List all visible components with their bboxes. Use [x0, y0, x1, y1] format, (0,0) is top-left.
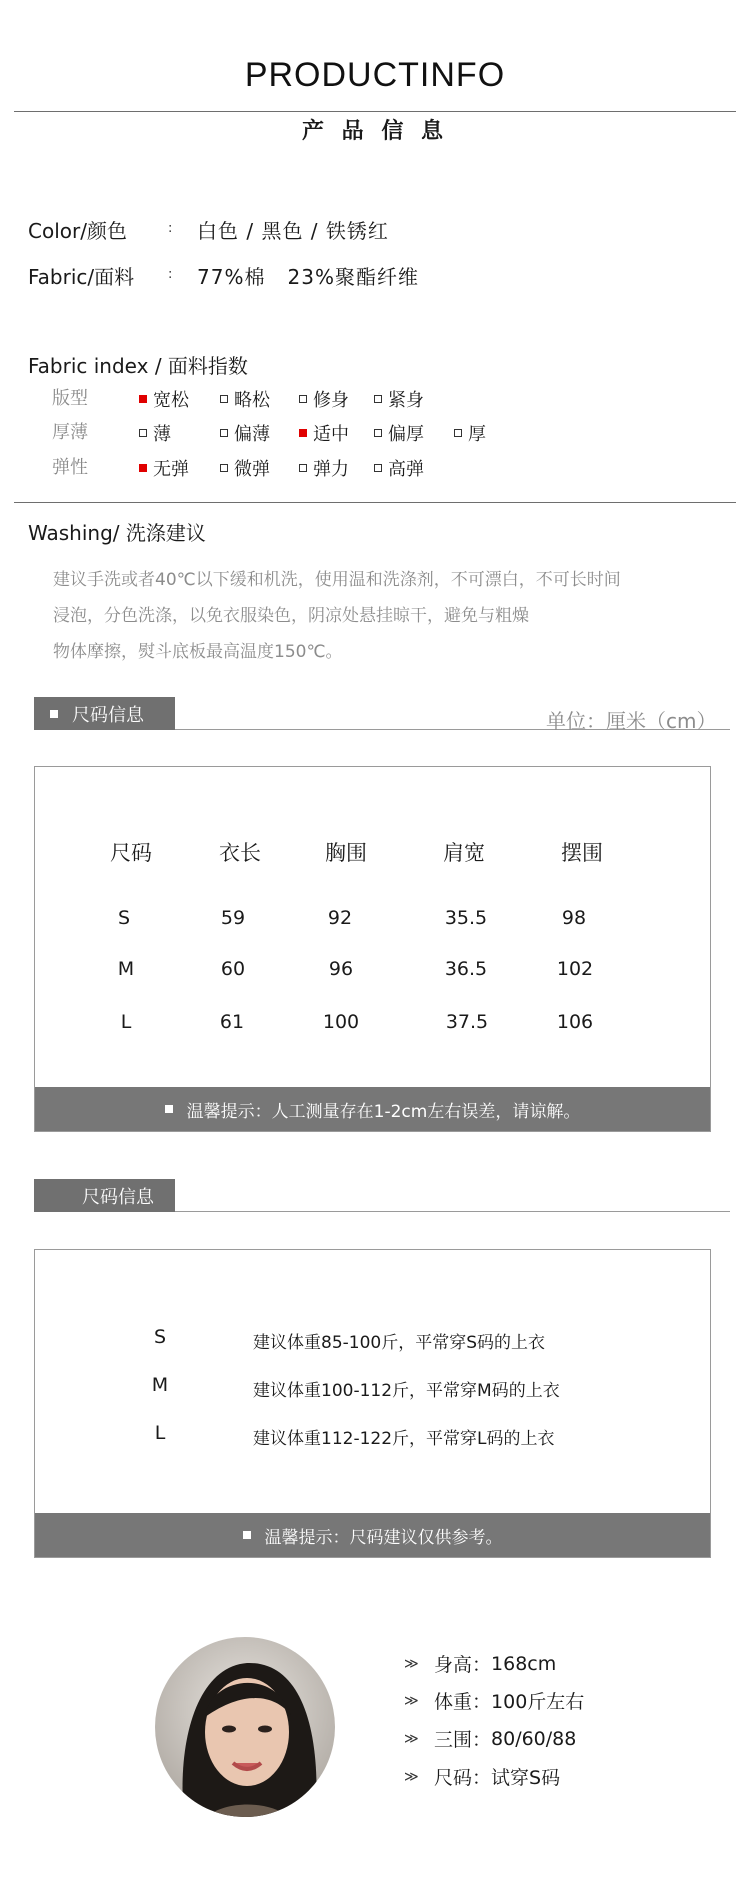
model-measurements-label: 三围：: [434, 1729, 492, 1751]
size-table-header: 尺码: [110, 841, 152, 865]
size-table-cell: 59: [220, 907, 246, 929]
unchecked-box-icon: [139, 429, 147, 437]
fabric-option-label: 偏薄: [234, 424, 270, 445]
bullet-square-icon: [165, 1105, 173, 1113]
checked-box-icon: [299, 429, 307, 437]
size-table-cell: 92: [327, 907, 353, 929]
rec-size-label: S: [153, 1326, 167, 1348]
size-table-cell: 102: [556, 958, 594, 980]
color-label: Color/颜色: [28, 219, 127, 243]
unchecked-box-icon: [374, 464, 382, 472]
size-table-cell: S: [117, 907, 131, 929]
fabric-option: [220, 420, 270, 446]
fabric-option-label: 适中: [313, 424, 349, 445]
size-rec-tab-label: 尺码信息: [82, 1186, 154, 1208]
model-photo: [155, 1637, 335, 1817]
size-tip-bar: [35, 1087, 710, 1131]
elasticity-row-label: 弹性: [52, 457, 88, 478]
rec-size-text: 建议体重100-112斤，平常穿M码的上衣: [253, 1381, 560, 1401]
header-divider: [14, 111, 736, 112]
fabric-option-label: 无弹: [153, 459, 189, 480]
checked-box-icon: [139, 464, 147, 472]
fabric-option: [374, 455, 424, 481]
color-colon: :: [168, 221, 173, 236]
fabric-option: [139, 386, 189, 412]
fabric-option: [454, 420, 486, 446]
fabric-option: [374, 386, 424, 412]
size-rec-divider: [175, 1211, 730, 1212]
rec-tip-text: 温馨提示：尺码建议仅供参考。: [264, 1527, 503, 1548]
fabric-option-label: 厚: [468, 424, 486, 445]
washing-line: 物体摩擦，熨斗底板最高温度150℃。: [53, 642, 343, 662]
model-weight-label: 体重：: [434, 1691, 492, 1713]
model-height: [404, 1650, 556, 1677]
unchecked-box-icon: [454, 429, 462, 437]
fabric-value: 77%棉 23%聚酯纤维: [197, 265, 419, 289]
unit-label: 单位：厘米（cm）: [546, 709, 717, 733]
fit-row-label: 版型: [52, 388, 88, 409]
fabric-option: [299, 455, 349, 481]
chevron-right-icon: ≫: [404, 1692, 419, 1709]
rec-size-text: 建议体重85-100斤，平常穿S码的上衣: [253, 1333, 546, 1353]
size-table-header: 胸围: [325, 841, 367, 865]
fabric-option: [299, 386, 349, 412]
size-table-cell: L: [120, 1011, 132, 1033]
fabric-option-label: 略松: [234, 390, 270, 411]
rec-size-label: L: [154, 1422, 166, 1444]
size-tip-text: 温馨提示：人工测量存在1-2cm左右误差，请谅解。: [186, 1101, 581, 1122]
color-value: 白色 / 黑色 / 铁锈红: [197, 219, 389, 243]
size-table-header: 衣长: [219, 841, 261, 865]
model-measurements: [404, 1725, 576, 1752]
size-table-cell: M: [117, 958, 135, 980]
fabric-option-label: 偏厚: [388, 424, 424, 445]
model-size-label: 尺码：: [434, 1767, 492, 1789]
fabric-option-label: 微弹: [234, 459, 270, 480]
model-height-label: 身高：: [434, 1654, 492, 1676]
model-height-value: 168cm: [491, 1652, 557, 1675]
size-table-cell: 61: [219, 1011, 245, 1033]
unchecked-box-icon: [374, 395, 382, 403]
size-table-header: 肩宽: [443, 841, 485, 865]
bullet-square-icon: [50, 710, 58, 718]
fabric-option-label: 修身: [313, 390, 349, 411]
page-title-cn: 产 品 信 息: [302, 119, 448, 144]
tab-spacer: [50, 1192, 58, 1200]
size-table-header: 摆围: [561, 841, 603, 865]
model-size-value: 试穿S码: [491, 1767, 561, 1789]
fabric-option: [139, 455, 189, 481]
fabric-option-label: 高弹: [388, 459, 424, 480]
unchecked-box-icon: [220, 395, 228, 403]
size-table-cell: 35.5: [444, 907, 488, 929]
unchecked-box-icon: [220, 464, 228, 472]
size-table-cell: 60: [220, 958, 246, 980]
model-weight-value: 100斤左右: [491, 1691, 585, 1713]
size-rec-table: [34, 1249, 711, 1558]
chevron-right-icon: ≫: [404, 1730, 419, 1747]
size-table-cell: 96: [328, 958, 354, 980]
fabric-option: [220, 386, 270, 412]
fabric-option: [299, 420, 349, 446]
rec-size-text: 建议体重112-122斤，平常穿L码的上衣: [253, 1429, 555, 1449]
model-avatar: [155, 1637, 335, 1817]
size-rec-tab: [34, 1179, 175, 1212]
washing-title: Washing/ 洗涤建议: [28, 521, 206, 545]
fabric-index-title: Fabric index / 面料指数: [28, 354, 248, 378]
size-table-cell: 98: [561, 907, 587, 929]
model-measurements-value: 80/60/88: [491, 1727, 577, 1750]
unchecked-box-icon: [220, 429, 228, 437]
washing-line: 建议手洗或者40℃以下缓和机洗，使用温和洗涤剂，不可漂白，不可长时间: [53, 570, 621, 590]
fabric-option-label: 弹力: [313, 459, 349, 480]
size-table-cell: 106: [556, 1011, 594, 1033]
thickness-row-label: 厚薄: [52, 422, 88, 443]
chevron-right-icon: ≫: [404, 1655, 419, 1672]
size-table-cell: 100: [322, 1011, 360, 1033]
page-title-en: PRODUCTINFO: [244, 56, 506, 94]
fabric-option-label: 薄: [153, 424, 171, 445]
size-table-cell: 36.5: [444, 958, 488, 980]
model-size: [404, 1763, 560, 1790]
checked-box-icon: [139, 395, 147, 403]
size-table-cell: 37.5: [445, 1011, 489, 1033]
fabric-divider: [14, 502, 736, 503]
fabric-option-label: 紧身: [388, 390, 424, 411]
unchecked-box-icon: [299, 464, 307, 472]
size-table: [34, 766, 711, 1132]
rec-tip-bar: [35, 1513, 710, 1557]
fabric-label: Fabric/面料: [28, 265, 135, 289]
fabric-option-label: 宽松: [153, 390, 189, 411]
model-weight: [404, 1687, 584, 1714]
washing-text: [53, 562, 733, 670]
fabric-option: [220, 455, 270, 481]
rec-size-label: M: [151, 1374, 169, 1396]
unchecked-box-icon: [374, 429, 382, 437]
fabric-option: [139, 420, 171, 446]
washing-line: 浸泡，分色洗涤，以免衣服染色，阴凉处悬挂晾干，避免与粗燥: [53, 606, 529, 626]
chevron-right-icon: ≫: [404, 1768, 419, 1785]
fabric-option: [374, 420, 424, 446]
fabric-colon: :: [168, 267, 173, 282]
size-info-tab-label: 尺码信息: [72, 704, 144, 726]
bullet-square-icon: [243, 1531, 251, 1539]
unchecked-box-icon: [299, 395, 307, 403]
size-info-tab: [34, 697, 175, 730]
